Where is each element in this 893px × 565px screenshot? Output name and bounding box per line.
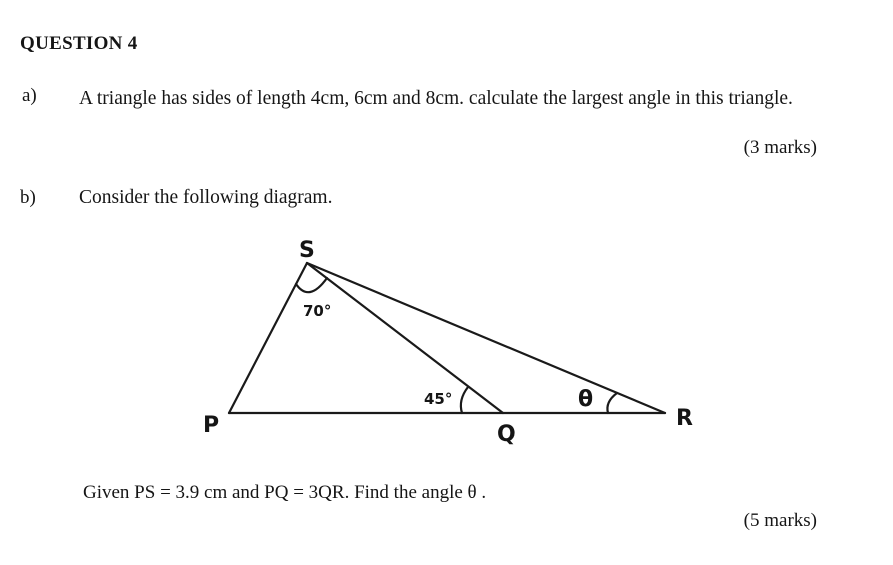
angle-label-q: 45° [424,390,453,408]
part-a-label: a) [22,85,37,106]
angle-arc-r [607,393,617,413]
vertex-label-p: P [203,413,220,438]
vertex-label-s: S [299,238,315,263]
segment-sr [307,263,665,413]
given-statement: Given PS = 3.9 cm and PQ = 3QR. Find the angle θ . [83,482,487,503]
angle-arc-s [296,278,327,292]
vertex-label-r: R [676,406,693,431]
part-b-label: b) [20,187,36,208]
part-a-marks: (3 marks) [743,137,817,158]
part-b-text: Consider the following diagram. [79,187,333,208]
angle-arc-q [461,387,468,413]
segment-sq [307,263,503,413]
angle-label-s: 70° [303,302,332,320]
question-heading: QUESTION 4 [20,33,138,54]
vertex-label-q: Q [497,422,516,447]
angle-label-r: θ [578,387,594,412]
part-a-text: A triangle has sides of length 4cm, 6cm and 8cm. calculate the largest angle in this triangle. [79,88,793,109]
part-b-marks: (5 marks) [743,510,817,531]
segment-ps [229,263,307,413]
